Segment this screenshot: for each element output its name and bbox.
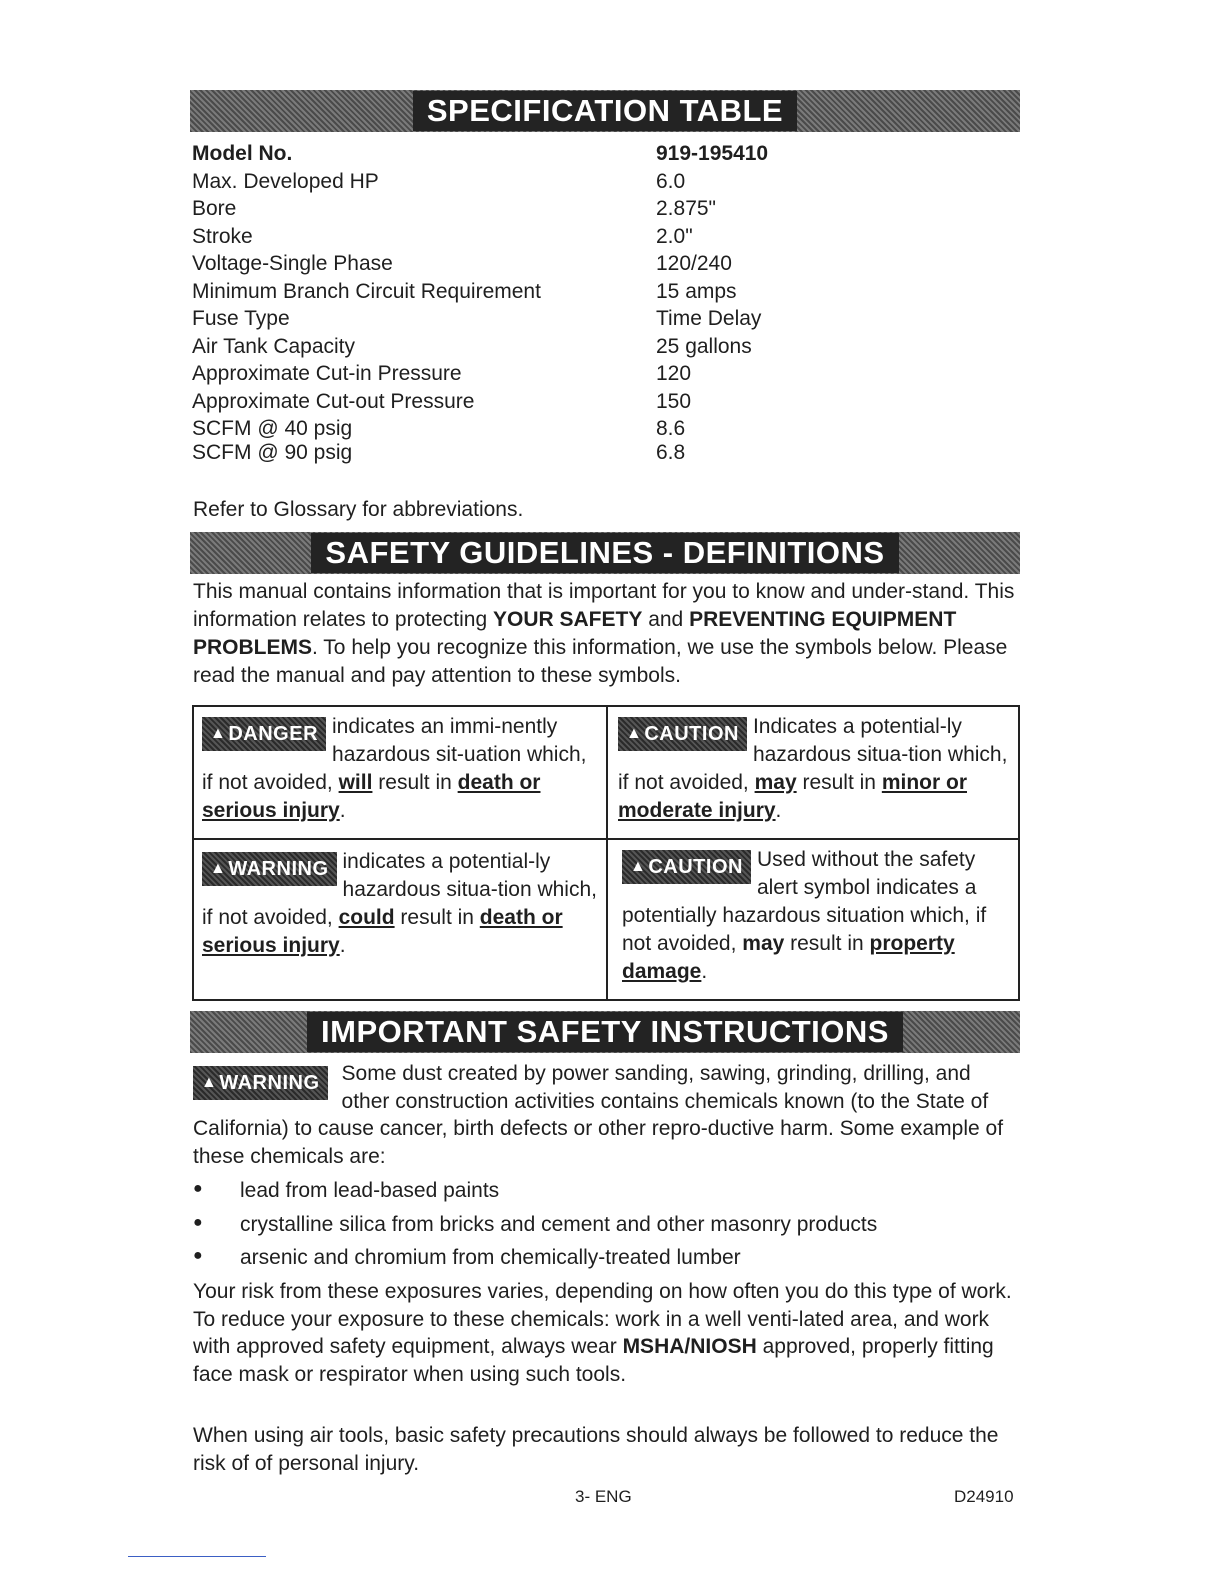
spec-value: 919-195410 [656, 142, 769, 165]
definitions-divider-horizontal [194, 838, 1018, 840]
caution-signal-word: CAUTION [644, 723, 739, 745]
intro-text-1: This manual contains information that is important for you to know and under-stand. This information relates to protecting [193, 580, 1015, 631]
spec-value: 120/240 [656, 252, 732, 275]
spec-value: 120 [656, 362, 692, 385]
spec-value: Time Delay [656, 307, 762, 330]
alert-triangle-icon: ▲ [210, 725, 227, 742]
warning-consequence: death or serious injury [202, 906, 563, 957]
caution-property-end: . [701, 960, 708, 983]
caution-property-text-2: result in [784, 932, 870, 955]
dust-warning-signal [193, 1066, 328, 1100]
intro-bold-2: PREVENTING EQUIPMENT PROBLEMS [193, 608, 957, 659]
closing-paragraph: When using air tools, basic safety precautions should always be followed to reduce the risk of of personal injury. [193, 1424, 999, 1475]
definitions-box [192, 705, 1020, 1001]
list-item-text: arsenic and chromium from chemically-treated lumber [240, 1246, 741, 1269]
glossary-note: Refer to Glossary for abbreviations. [193, 498, 524, 521]
warning-definition [202, 848, 598, 960]
footer-rule [128, 1556, 266, 1557]
spec-label: SCFM @ 40 psig [192, 417, 353, 440]
bullet-icon: ● [193, 1214, 203, 1231]
alert-triangle-icon: ▲ [201, 1074, 218, 1091]
spec-value: 2.0" [656, 225, 693, 248]
dust-warning-signal-word: WARNING [219, 1072, 320, 1094]
risk-text-1: Your risk from these exposures varies, depending on how often you do this type of work. To reduce your exposure to these chemicals: work in a well venti-lated area, and work with approved safety equipment, always wear [193, 1280, 1012, 1358]
spec-value: 6.0 [656, 170, 686, 193]
intro-text-3: . To help you recognize this information, we use the symbols below. Please read the manual and pay attention to these symbols. [193, 636, 1008, 687]
spec-table-banner [190, 90, 1020, 132]
spec-label: Voltage-Single Phase [192, 252, 393, 275]
safety-guidelines-banner [190, 532, 1020, 574]
spec-label: Minimum Branch Circuit Requirement [192, 280, 541, 303]
safety-guidelines-title: SAFETY GUIDELINES - DEFINITIONS [311, 533, 898, 573]
spec-value: 25 gallons [656, 335, 752, 358]
caution-property-key-word: may [742, 932, 785, 955]
instructions-title: IMPORTANT SAFETY INSTRUCTIONS [307, 1012, 903, 1052]
danger-consequence: death or serious injury [202, 771, 541, 822]
danger-signal-word: DANGER [228, 723, 319, 745]
spec-label: Bore [192, 197, 237, 220]
warning-signal [202, 852, 337, 886]
alert-triangle-icon: ▲ [630, 858, 647, 875]
caution-text: Indicates a potential-ly hazardous situa-tion which, if not avoided, [618, 715, 1008, 794]
dust-warning-text: Some dust created by power sanding, sawing, grinding, drilling, and other construction activities contains chemicals known (to the State of California) to cause cancer, birth defects or other repro-ductive harm. Some example of these chemicals are: [193, 1062, 1004, 1168]
danger-text: indicates an immi-nently hazardous sit-uation which, if not avoided, [202, 715, 587, 794]
spec-label: Stroke [192, 225, 253, 248]
risk-bold: MSHA/NIOSH [622, 1335, 757, 1358]
caution-no-symbol-signal [622, 850, 751, 884]
spec-value: 8.6 [656, 417, 686, 440]
caution-injury-definition [618, 713, 1014, 825]
intro-text-2: and [642, 608, 690, 631]
risk-text-2: approved, properly fitting face mask or respirator when using such tools. [193, 1335, 994, 1386]
page-number: 3- ENG [575, 1487, 632, 1506]
spec-value: 15 amps [656, 280, 737, 303]
spec-table-title: SPECIFICATION TABLE [413, 91, 797, 131]
caution-no-symbol-word: CAUTION [648, 856, 743, 878]
danger-text-2: result in [372, 771, 458, 794]
alert-triangle-icon: ▲ [626, 725, 643, 742]
bullet-icon: ● [193, 1247, 203, 1264]
warning-text: indicates a potential-ly hazardous situa-tion which, if not avoided, [202, 850, 597, 929]
caution-text-2: result in [796, 771, 882, 794]
caution-signal [618, 717, 747, 751]
document-code: D24910 [954, 1487, 1014, 1506]
warning-signal-word: WARNING [228, 858, 329, 880]
danger-signal [202, 717, 326, 751]
caution-property-definition [622, 846, 1014, 986]
alert-triangle-icon: ▲ [210, 860, 227, 877]
danger-key-word: will [338, 771, 373, 794]
danger-definition [202, 713, 598, 825]
spec-value: 150 [656, 390, 692, 413]
bullet-icon: ● [193, 1180, 203, 1197]
list-item-text: crystalline silica from bricks and cement and other masonry products [240, 1213, 878, 1236]
spec-label: Approximate Cut-out Pressure [192, 390, 475, 413]
dust-warning [193, 1060, 1021, 1170]
danger-end: . [339, 799, 346, 822]
spec-label: Air Tank Capacity [192, 335, 356, 358]
risk-paragraph [193, 1278, 1021, 1388]
warning-text-2: result in [394, 906, 480, 929]
caution-end: . [775, 799, 782, 822]
safety-intro [193, 578, 1021, 690]
spec-label: Fuse Type [192, 307, 290, 330]
warning-key-word: could [338, 906, 395, 929]
caution-property-consequence: property damage [622, 932, 955, 983]
spec-value: 2.875" [656, 197, 717, 220]
caution-consequence: minor or moderate injury [618, 771, 967, 822]
spec-label: SCFM @ 90 psig [192, 441, 353, 464]
instructions-banner [190, 1011, 1020, 1053]
list-item-text: lead from lead-based paints [240, 1179, 500, 1202]
spec-label: Approximate Cut-in Pressure [192, 362, 462, 385]
caution-key-word: may [754, 771, 797, 794]
caution-property-text: Used without the safety alert symbol indicates a potentially hazardous situation which, if not avoided, [622, 848, 987, 955]
spec-label: Max. Developed HP [192, 170, 379, 193]
definitions-divider-vertical [606, 707, 608, 999]
intro-bold-1: YOUR SAFETY [493, 608, 643, 631]
warning-end: . [339, 934, 346, 957]
spec-value: 6.8 [656, 441, 686, 464]
spec-label: Model No. [192, 142, 293, 165]
